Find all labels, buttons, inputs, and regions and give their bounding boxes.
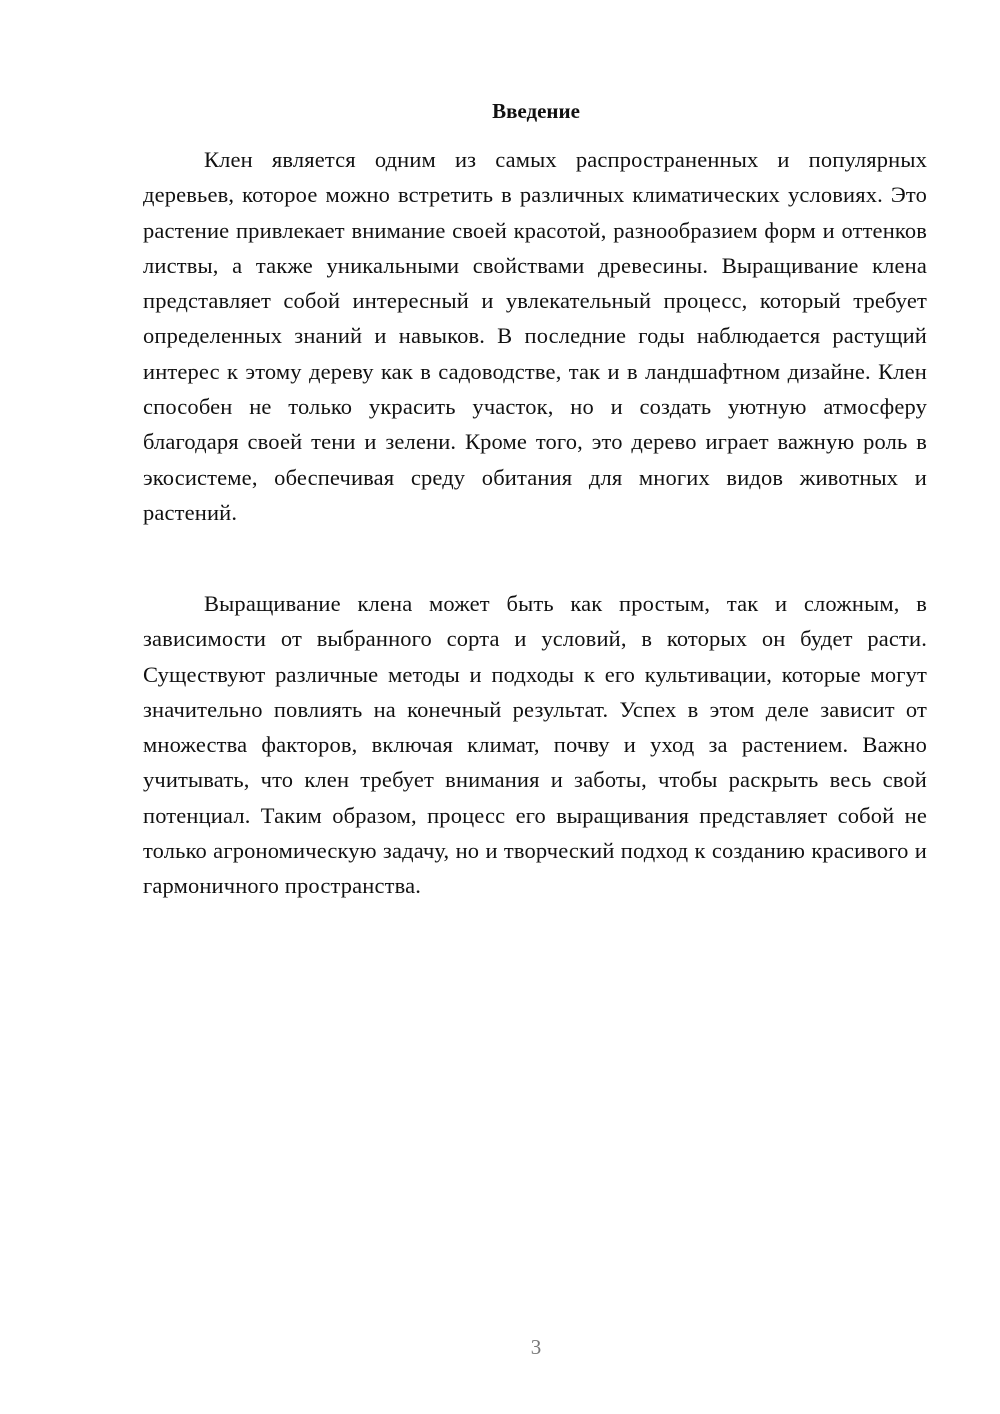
page-title: Введение	[492, 99, 580, 123]
paragraph-2: Выращивание клена может быть как простым, так и сложным, в зависимости от выбранного сорта и условий, в которых он будет расти. Существуют различные методы и подходы к его культивации, которые могут значительно повлиять на конечный результат. Успех в этом деле зависит от множества факторов, включая климат, почву и уход за растением. Важно учитывать, что клен требует внимания и заботы, чтобы раскрыть весь свой потенциал. Таким образом, процесс его выращивания представляет собой не только агрономическую задачу, но и творческий подход к созданию красивого и гармоничного пространства.	[143, 591, 927, 899]
page-number: 3	[530, 1335, 542, 1359]
paragraph-1: Клен является одним из самых распространенных и популярных деревьев, которое можно встретить в различных климатических условиях. Это растение привлекает внимание своей красотой, разнообразием форм и оттенков листвы, а также уникальными свойствами древесины. Выращивание клена представляет собой интересный и увлекательный процесс, который требует определенных знаний и навыков. В последние годы наблюдается растущий интерес к этому дереву как в садоводстве, так и в ландшафтном дизайне. Клен способен не только украсить участок, но и создать уютную атмосферу благодаря своей тени и зелени. Кроме того, это дерево играет важную роль в экосистеме, обеспечивая среду обитания для многих видов животных и растений.	[143, 147, 927, 525]
